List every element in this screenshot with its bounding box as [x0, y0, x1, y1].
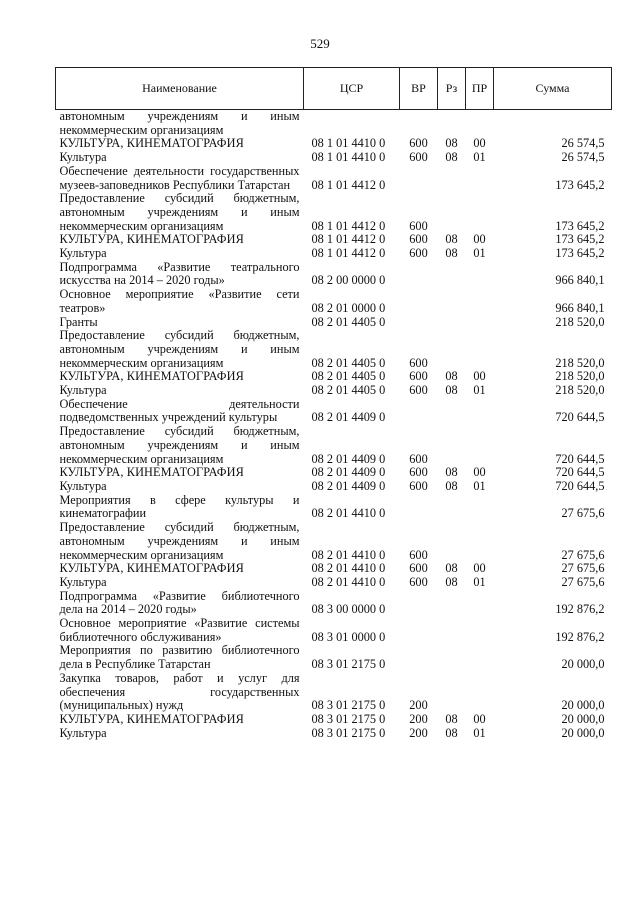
cell-rz: [438, 644, 466, 671]
cell-csr: 08 2 01 4410 0: [311, 547, 386, 562]
table-row: [56, 398, 612, 425]
cell-sum: 20 000,0: [561, 725, 605, 740]
cell-sum: 27 675,6: [561, 561, 605, 576]
cell-sum: 720 644,5: [555, 451, 605, 466]
cell-csr: [304, 110, 400, 138]
cell-sum: 27 675,6: [561, 506, 605, 521]
cell-vr: 600: [409, 218, 428, 233]
header-pr: ПР: [466, 68, 494, 110]
cell-pr: [466, 617, 494, 644]
cell-pr: 01: [473, 383, 486, 398]
cell-vr: 200: [409, 698, 428, 713]
cell-vr: [400, 617, 438, 644]
table-row: [56, 727, 612, 741]
cell-name: Культура: [59, 478, 107, 493]
header-csr: ЦСР: [304, 68, 400, 110]
cell-name: КУЛЬТУРА, КИНЕМАТОГРАФИЯ: [59, 369, 244, 384]
header-sum: Сумма: [494, 68, 612, 110]
table-row: [56, 617, 612, 644]
cell-vr: [400, 288, 438, 315]
cell-rz: [438, 288, 466, 315]
cell-csr: 08 2 01 4410 0: [311, 561, 386, 576]
cell-rz: [438, 398, 466, 425]
table-header: [56, 68, 612, 110]
cell-pr: [466, 261, 494, 288]
table-row: [56, 494, 612, 521]
table-row: [56, 576, 612, 590]
cell-name: КУЛЬТУРА, КИНЕМАТОГРАФИЯ: [59, 561, 244, 576]
cell-name: Гранты: [59, 314, 98, 329]
cell-rz: 08: [445, 383, 458, 398]
table-row: [56, 316, 612, 330]
cell-pr: 00: [473, 369, 486, 384]
cell-name: КУЛЬТУРА, КИНЕМАТОГРАФИЯ: [59, 232, 244, 247]
cell-csr: 08 3 01 0000 0: [311, 629, 386, 644]
cell-name: Закупка товаров, работ и услуг для обеспечения государственных (муниципальных) нужд: [59, 670, 300, 713]
cell-csr: 08 1 01 4410 0: [311, 150, 386, 165]
cell-rz: 08: [445, 246, 458, 261]
cell-csr: 08 1 01 4410 0: [311, 136, 386, 151]
cell-pr: [466, 110, 494, 138]
cell-pr: [466, 288, 494, 315]
cell-rz: 08: [445, 136, 458, 151]
cell-sum: 26 574,5: [561, 150, 605, 165]
header-row: [56, 68, 612, 110]
cell-name: КУЛЬТУРА, КИНЕМАТОГРАФИЯ: [59, 465, 244, 480]
cell-sum: 192 876,2: [555, 629, 605, 644]
cell-csr: 08 2 01 4409 0: [311, 410, 386, 425]
table-row: [56, 521, 612, 562]
cell-sum: 966 840,1: [555, 300, 605, 315]
cell-pr: [466, 316, 494, 330]
cell-vr: 200: [409, 711, 428, 726]
cell-name: автономным учреждениям и иным некоммерческим организациям: [59, 109, 300, 137]
cell-csr: 08 2 00 0000 0: [311, 273, 386, 288]
cell-name: КУЛЬТУРА, КИНЕМАТОГРАФИЯ: [59, 136, 244, 151]
cell-rz: 08: [445, 711, 458, 726]
cell-name: Предоставление субсидий бюджетным, автономным учреждениям и иным некоммерческим организациям: [59, 520, 300, 562]
table-row: [56, 466, 612, 480]
table-row: [56, 562, 612, 576]
cell-vr: 600: [409, 383, 428, 398]
cell-csr: 08 2 01 0000 0: [311, 300, 386, 315]
cell-rz: [438, 494, 466, 521]
page-number: 529: [310, 36, 330, 51]
cell-vr: 600: [409, 547, 428, 562]
cell-sum: 720 644,5: [555, 410, 605, 425]
cell-csr: 08 2 01 4410 0: [311, 506, 386, 521]
cell-pr: 01: [473, 246, 486, 261]
cell-csr: 08 3 01 2175 0: [311, 725, 386, 740]
cell-name: Мероприятия в сфере культуры и кинематографии: [59, 492, 300, 521]
cell-csr: 08 3 01 2175 0: [311, 711, 386, 726]
cell-sum: 20 000,0: [561, 698, 605, 713]
table-row: [56, 590, 612, 617]
cell-vr: [400, 398, 438, 425]
cell-vr: 600: [409, 451, 428, 466]
cell-name: Культура: [59, 725, 107, 740]
cell-pr: 01: [473, 725, 486, 740]
cell-vr: 600: [409, 574, 428, 589]
cell-csr: 08 2 01 4405 0: [311, 369, 386, 384]
cell-pr: [466, 590, 494, 617]
cell-sum: 173 645,2: [555, 232, 605, 247]
cell-pr: [466, 165, 494, 192]
cell-vr: 600: [409, 465, 428, 480]
cell-csr: 08 1 01 4412 0: [311, 232, 386, 247]
cell-sum: 720 644,5: [555, 478, 605, 493]
header-name: Наименование: [56, 68, 304, 110]
table-row: [56, 151, 612, 165]
cell-rz: [438, 617, 466, 644]
cell-vr: [400, 261, 438, 288]
cell-sum: 173 645,2: [555, 218, 605, 233]
cell-sum: 192 876,2: [555, 602, 605, 617]
table-row: [56, 425, 612, 466]
cell-name: КУЛЬТУРА, КИНЕМАТОГРАФИЯ: [59, 711, 244, 726]
cell-rz: [438, 329, 466, 370]
cell-vr: 200: [409, 725, 428, 740]
cell-vr: 600: [409, 561, 428, 576]
cell-name: Подпрограмма «Развитие театрального искусства на 2014 – 2020 годы»: [59, 259, 300, 288]
table-row: [56, 370, 612, 384]
cell-vr: 600: [409, 478, 428, 493]
cell-csr: 08 3 01 2175 0: [311, 698, 386, 713]
cell-vr: [400, 590, 438, 617]
cell-pr: 00: [473, 465, 486, 480]
cell-rz: 08: [445, 478, 458, 493]
cell-csr: 08 1 01 4412 0: [311, 218, 386, 233]
cell-rz: 08: [445, 561, 458, 576]
cell-pr: [466, 329, 494, 370]
cell-vr: 600: [409, 136, 428, 151]
cell-name: Предоставление субсидий бюджетным, автономным учреждениям и иным некоммерческим организациям: [59, 424, 300, 466]
cell-rz: [438, 192, 466, 233]
cell-name: Предоставление субсидий бюджетным, автономным учреждениям и иным некоммерческим организациям: [59, 328, 300, 370]
cell-pr: [466, 192, 494, 233]
cell-sum: 27 675,6: [561, 574, 605, 589]
cell-sum: 720 644,5: [555, 465, 605, 480]
cell-vr: 600: [409, 246, 428, 261]
cell-rz: 08: [445, 150, 458, 165]
cell-name: Мероприятия по развитию библиотечного дела в Республике Татарстан: [59, 643, 300, 672]
cell-sum: 966 840,1: [555, 273, 605, 288]
cell-csr: 08 3 00 0000 0: [311, 602, 386, 617]
cell-pr: 00: [473, 136, 486, 151]
cell-csr: 08 2 01 4409 0: [311, 478, 386, 493]
table-row: [56, 480, 612, 494]
cell-csr: 08 1 01 4412 0: [311, 177, 386, 192]
cell-rz: 08: [445, 232, 458, 247]
cell-sum: 173 645,2: [555, 246, 605, 261]
cell-name: Подпрограмма «Развитие библиотечного дела на 2014 – 2020 годы»: [59, 588, 300, 617]
cell-pr: [466, 672, 494, 713]
cell-vr: [400, 316, 438, 330]
cell-name: Основное мероприятие «Развитие системы библиотечного обслуживания»: [59, 616, 300, 644]
cell-pr: 00: [473, 561, 486, 576]
table-row: [56, 329, 612, 370]
cell-vr: [400, 494, 438, 521]
cell-csr: 08 3 01 2175 0: [311, 657, 386, 672]
table-row: [56, 713, 612, 727]
cell-sum: 20 000,0: [561, 711, 605, 726]
table-row: [56, 137, 612, 151]
cell-csr: 08 2 01 4410 0: [311, 574, 386, 589]
table-body: [56, 110, 612, 741]
cell-vr: 600: [409, 232, 428, 247]
cell-pr: 00: [473, 232, 486, 247]
table-row: [56, 247, 612, 261]
cell-vr: 600: [409, 369, 428, 384]
cell-rz: [438, 425, 466, 466]
cell-csr: 08 2 01 4405 0: [311, 314, 386, 329]
cell-csr: 08 2 01 4409 0: [311, 451, 386, 466]
table-row: [56, 110, 612, 138]
cell-rz: [438, 521, 466, 562]
table-row: [56, 384, 612, 398]
cell-rz: [438, 316, 466, 330]
cell-rz: [438, 590, 466, 617]
header-rz: Рз: [438, 68, 466, 110]
cell-sum: 218 520,0: [555, 369, 605, 384]
cell-sum: 20 000,0: [561, 657, 605, 672]
cell-csr: 08 2 01 4405 0: [311, 383, 386, 398]
cell-rz: 08: [445, 369, 458, 384]
cell-rz: 08: [445, 725, 458, 740]
cell-pr: [466, 521, 494, 562]
cell-name: Обеспечение деятельности подведомственных учреждений культуры: [59, 396, 300, 425]
cell-rz: [438, 165, 466, 192]
cell-sum: 218 520,0: [555, 383, 605, 398]
cell-rz: [438, 110, 466, 138]
table-row: [56, 165, 612, 192]
cell-csr: 08 2 01 4405 0: [311, 355, 386, 370]
cell-pr: [466, 644, 494, 671]
cell-name: Культура: [59, 383, 107, 398]
cell-sum: [494, 110, 612, 138]
cell-name: Культура: [59, 574, 107, 589]
budget-table: [55, 67, 612, 740]
cell-pr: 01: [473, 478, 486, 493]
table-row: [56, 233, 612, 247]
cell-pr: 01: [473, 150, 486, 165]
cell-pr: 01: [473, 574, 486, 589]
cell-csr: 08 1 01 4412 0: [311, 246, 386, 261]
cell-name: Культура: [59, 246, 107, 261]
cell-rz: 08: [445, 465, 458, 480]
cell-pr: [466, 494, 494, 521]
cell-vr: [400, 644, 438, 671]
cell-sum: 218 520,0: [555, 355, 605, 370]
cell-rz: 08: [445, 574, 458, 589]
cell-rz: [438, 261, 466, 288]
cell-pr: [466, 398, 494, 425]
table-row: [56, 672, 612, 713]
cell-rz: [438, 672, 466, 713]
cell-pr: [466, 425, 494, 466]
table-row: [56, 261, 612, 288]
table-row: [56, 288, 612, 315]
table-row: [56, 644, 612, 671]
cell-vr: [400, 110, 438, 138]
header-vr: ВР: [400, 68, 438, 110]
cell-name: Предоставление субсидий бюджетным, автономным учреждениям и иным некоммерческим организациям: [59, 191, 300, 233]
cell-vr: 600: [409, 150, 428, 165]
cell-name: Обеспечение деятельности государственных музеев-заповедников Республики Татарстан: [59, 163, 300, 192]
cell-pr: 00: [473, 711, 486, 726]
cell-sum: 173 645,2: [555, 177, 605, 192]
cell-name: Культура: [59, 150, 107, 165]
cell-sum: 26 574,5: [561, 136, 605, 151]
table-row: [56, 192, 612, 233]
cell-name: Основное мероприятие «Развитие сети театров»: [59, 287, 300, 315]
cell-vr: 600: [409, 355, 428, 370]
cell-sum: 27 675,6: [561, 547, 605, 562]
cell-csr: 08 2 01 4409 0: [311, 465, 386, 480]
cell-vr: [400, 165, 438, 192]
cell-sum: 218 520,0: [555, 314, 605, 329]
